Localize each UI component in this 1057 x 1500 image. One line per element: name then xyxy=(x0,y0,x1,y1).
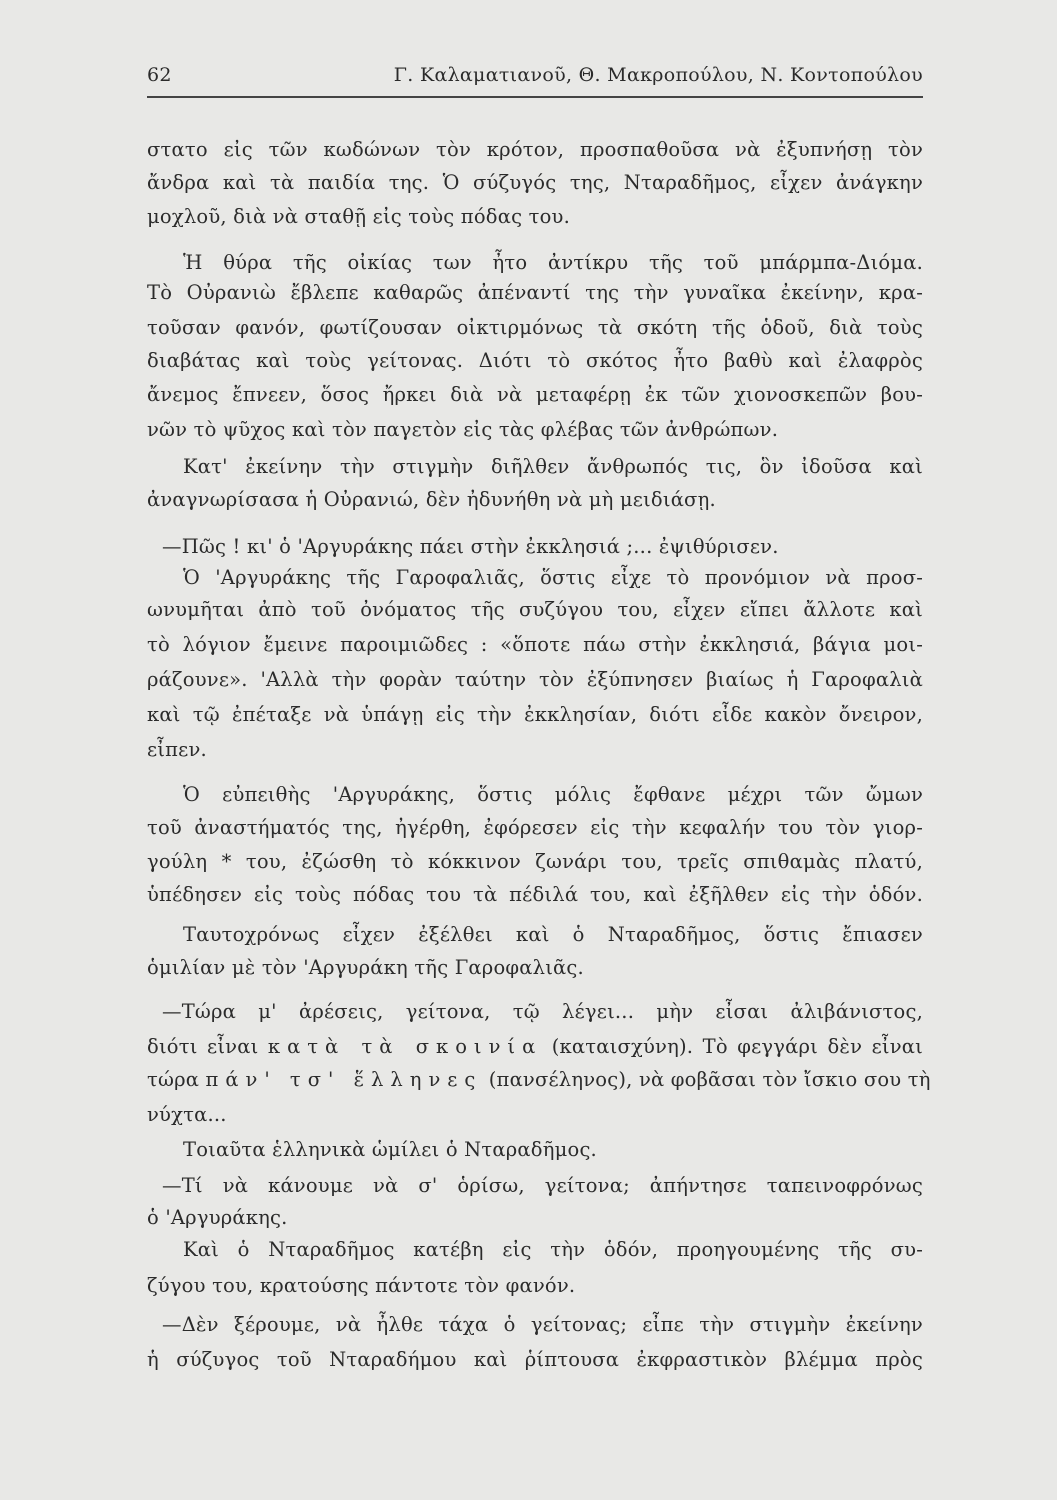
text-line: ὁ 'Αργυράκης. xyxy=(147,1206,288,1229)
text-line: —Δὲν ξέρουμε, νὰ ἦλθε τάχα ὁ γείτονας; εἶπε τὴν στιγμὴν ἐκείνην xyxy=(162,1313,923,1336)
text-line: Ταυτοχρόνως εἶχεν ἐξέλθει καὶ ὁ Νταραδῆμος, ὅστις ἔπιασεν xyxy=(183,923,923,946)
text-line: νῶν τὸ ψῦχος καὶ τὸν παγετὸν εἰς τὰς φλέβας τῶν ἀνθρώπων. xyxy=(147,418,779,441)
text-segment: (καταισχύνη). Τὸ φεγγάρι δὲν εἶναι xyxy=(542,1035,923,1058)
text-line: ωνυμῆται ἀπὸ τοῦ ὀνόματος τῆς συζύγου του, εἶχεν εἴπει ἄλλοτε καὶ xyxy=(147,598,923,621)
text-line: —Τώρα μ' ἀρέσεις, γείτονα, τῷ λέγει... μὴν εἶσαι ἀλιβάνιστος, xyxy=(162,1000,923,1023)
text-line: Καὶ ὁ Νταραδῆμος κατέβη εἰς τὴν ὁδόν, προηγουμένης τῆς συ- xyxy=(183,1238,923,1261)
text-line: Ἡ θύρα τῆς οἰκίας των ἦτο ἀντίκρυ τῆς τοῦ μπάρμπα-Διόμα. xyxy=(183,251,923,274)
text-line: ἀναγνωρίσασα ἡ Οὐρανιώ, δὲν ἠδυνήθη νὰ μὴ μειδιάσῃ. xyxy=(147,488,716,511)
text-line: τοῦσαν φανόν, φωτίζουσαν οἰκτιρμόνως τὰ σκότη τῆς ὁδοῦ, διὰ τοὺς xyxy=(147,316,923,339)
text-line: ράζουνε». 'Αλλὰ τὴν φορὰν ταύτην τὸν ἐξύπνησεν βιαίως ἡ Γαροφαλιὰ xyxy=(147,668,923,691)
text-line: Τὸ Οὐρανιὼ ἔβλεπε καθαρῶς ἀπέναντί της τὴν γυναῖκα ἐκείνην, κρα- xyxy=(147,281,923,304)
header-rule xyxy=(147,96,923,98)
text-segment: διότι εἶναι xyxy=(147,1035,268,1058)
text-line: Ὁ εὐπειθὴς 'Αργυράκης, ὅστις μόλις ἔφθανε μέχρι τῶν ὤμων xyxy=(183,783,923,806)
spaced-text: πάν' τσ' ἕλληνες xyxy=(205,1068,483,1091)
running-header-authors: Γ. Καλαματιανοῦ, Θ. Μακροπούλου, Ν. Κοντοπούλου xyxy=(393,64,923,86)
text-line xyxy=(147,1033,923,1061)
text-line: γούλη * του, ἐζώσθη τὸ κόκκινον ζωνάρι του, τρεῖς σπιθαμὰς πλατύ, xyxy=(147,850,923,873)
spaced-text: κατὰ τὰ σκοινία xyxy=(267,1035,543,1058)
text-line: εἶπεν. xyxy=(147,738,207,761)
page-number: 62 xyxy=(147,64,172,86)
text-line: ὑπέδησεν εἰς τοὺς πόδας του τὰ πέδιλά του, καὶ ἐξῆλθεν εἰς τὴν ὁδόν. xyxy=(147,883,923,906)
text-line: ζύγου του, κρατούσης πάντοτε τὸν φανόν. xyxy=(147,1274,576,1297)
text-line xyxy=(147,1066,931,1094)
text-line: —Πῶς ! κι' ὁ 'Αργυράκης πάει στὴν ἐκκλησιά ;... ἐψιθύρισεν. xyxy=(162,535,779,558)
text-line: Τοιαῦτα ἑλληνικὰ ὡμίλει ὁ Νταραδῆμος. xyxy=(183,1138,597,1161)
text-line: ἄνδρα καὶ τὰ παιδία της. Ὁ σύζυγός της, Νταραδῆμος, εἶχεν ἀνάγκην xyxy=(147,171,923,194)
text-line: στατο εἰς τῶν κωδώνων τὸν κρότον, προσπαθοῦσα νὰ ἐξυπνήσῃ τὸν xyxy=(147,138,923,161)
text-line: Ὁ 'Αργυράκης τῆς Γαροφαλιᾶς, ὅστις εἶχε τὸ προνόμιον νὰ προσ- xyxy=(183,566,923,589)
text-line: ἡ σύζυγος τοῦ Νταραδήμου καὶ ῥίπτουσα ἐκφραστικὸν βλέμμα πρὸς xyxy=(147,1348,923,1371)
text-line: μοχλοῦ, διὰ νὰ σταθῇ εἰς τοὺς πόδας του. xyxy=(147,205,570,228)
text-line: νύχτα... xyxy=(147,1103,227,1126)
text-line: διαβάτας καὶ τοὺς γείτονας. Διότι τὸ σκότος ἦτο βαθὺ καὶ ἐλαφρὸς xyxy=(147,349,923,372)
text-line: τοῦ ἀναστήματός της, ἠγέρθη, ἐφόρεσεν εἰς τὴν κεφαλήν του τὸν γιορ- xyxy=(147,816,923,839)
text-line: ἄνεμος ἔπνεεν, ὅσος ἤρκει διὰ νὰ μεταφέρῃ ἐκ τῶν χιονοσκεπῶν βου- xyxy=(147,383,923,406)
text-line: τὸ λόγιον ἔμεινε παροιμιῶδες : «ὅποτε πάω στὴν ἐκκλησιά, βάγια μοι- xyxy=(147,633,923,656)
text-line: Κατ' ἐκείνην τὴν στιγμὴν διῆλθεν ἄνθρωπός τις, ὃν ἰδοῦσα καὶ xyxy=(183,455,923,478)
text-segment: τώρα xyxy=(147,1068,206,1091)
text-line: ὁμιλίαν μὲ τὸν 'Αργυράκη τῆς Γαροφαλιᾶς. xyxy=(147,956,584,979)
text-line: —Τί νὰ κάνουμε νὰ σ' ὁρίσω, γείτονα; ἀπήντησε ταπεινοφρόνως xyxy=(162,1174,923,1197)
text-line: καὶ τῷ ἐπέταξε νὰ ὑπάγῃ εἰς τὴν ἐκκλησίαν, διότι εἶδε κακὸν ὄνειρον, xyxy=(147,703,923,726)
text-segment: (πανσέληνος), νὰ φοβᾶσαι τὸν ἴσκιο σου τὴ xyxy=(482,1068,931,1091)
